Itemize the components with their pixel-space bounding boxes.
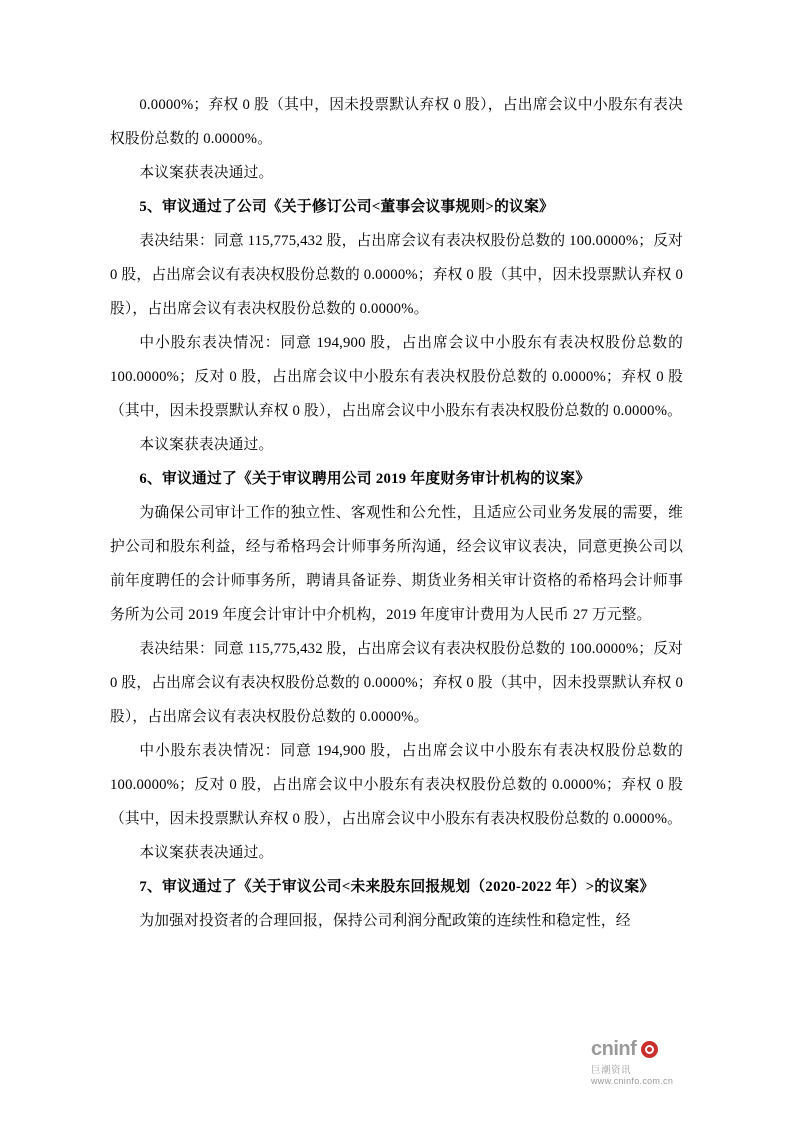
paragraph: 0.0000%；弃权 0 股（其中，因未投票默认弃权 0 股），占出席会议中小股东有表决权股份总数的 0.0000%。 — [110, 97, 683, 147]
paragraph: 表决结果：同意 115,775,432 股，占出席会议有表决权股份总数的 100.0000%；反对 0 股，占出席会议有表决权股份总数的 0.0000%；弃权 0 股（其中，因未投票默认弃权 0 股），占出席会议有表决权股份总数的 0.0000%。 — [110, 641, 683, 725]
paragraph: 中小股东表决情况：同意 194,900 股，占出席会议中小股东有表决权股份总数的 100.0000%；反对 0 股，占出席会议中小股东有表决权股份总数的 0.0000%；弃权 0 股（其中，因未投票默认弃权 0 股），占出席会议中小股东有表决权股份总数的 0.0000%。 — [110, 743, 683, 827]
document-body — [110, 88, 683, 938]
section-heading-7: 7、审议通过了《关于审议公司<未来股东回报规划（2020-2022 年）>的议案》 — [139, 879, 655, 895]
watermark-subtitle: 巨潮资讯 — [591, 1065, 632, 1076]
watermark-logo-text: cninf — [591, 1038, 637, 1060]
section-heading-5: 5、审议通过了公司《关于修订公司<董事会议事规则>的议案》 — [139, 199, 555, 215]
circle-dot-icon — [641, 1041, 658, 1058]
paragraph: 本议案获表决通过。 — [139, 437, 274, 453]
paragraph: 为加强对投资者的合理回报，保持公司利润分配政策的连续性和稳定性，经 — [139, 913, 631, 929]
watermark — [591, 1038, 707, 1086]
section-heading-6: 6、审议通过了《关于审议聘用公司 2019 年度财务审计机构的议案》 — [139, 471, 591, 487]
paragraph: 中小股东表决情况：同意 194,900 股，占出席会议中小股东有表决权股份总数的 100.0000%；反对 0 股，占出席会议中小股东有表决权股份总数的 0.0000%；弃权 0 股（其中，因未投票默认弃权 0 股），占出席会议中小股东有表决权股份总数的 0.0000%。 — [110, 335, 683, 419]
watermark-logo-row — [591, 1038, 707, 1061]
paragraph: 表决结果：同意 115,775,432 股，占出席会议有表决权股份总数的 100.0000%；反对 0 股，占出席会议有表决权股份总数的 0.0000%；弃权 0 股（其中，因未投票默认弃权 0 股），占出席会议有表决权股份总数的 0.0000%。 — [110, 233, 683, 317]
paragraph: 本议案获表决通过。 — [139, 165, 274, 181]
watermark-url: www.cninfo.com.cn — [591, 1076, 674, 1086]
paragraph: 为确保公司审计工作的独立性、客观性和公允性，且适应公司业务发展的需要，维护公司和股东利益，经与希格玛会计师事务所沟通，经会议审议表决，同意更换公司以前年度聘任的会计师事务所，聘请具备证券、期货业务相关审计资格的希格玛会计师事务所为公司 2019 年度会计审计中介机构，2019 年度审计费用为人民币 27 万元整。 — [110, 505, 683, 623]
paragraph: 本议案获表决通过。 — [139, 845, 274, 861]
